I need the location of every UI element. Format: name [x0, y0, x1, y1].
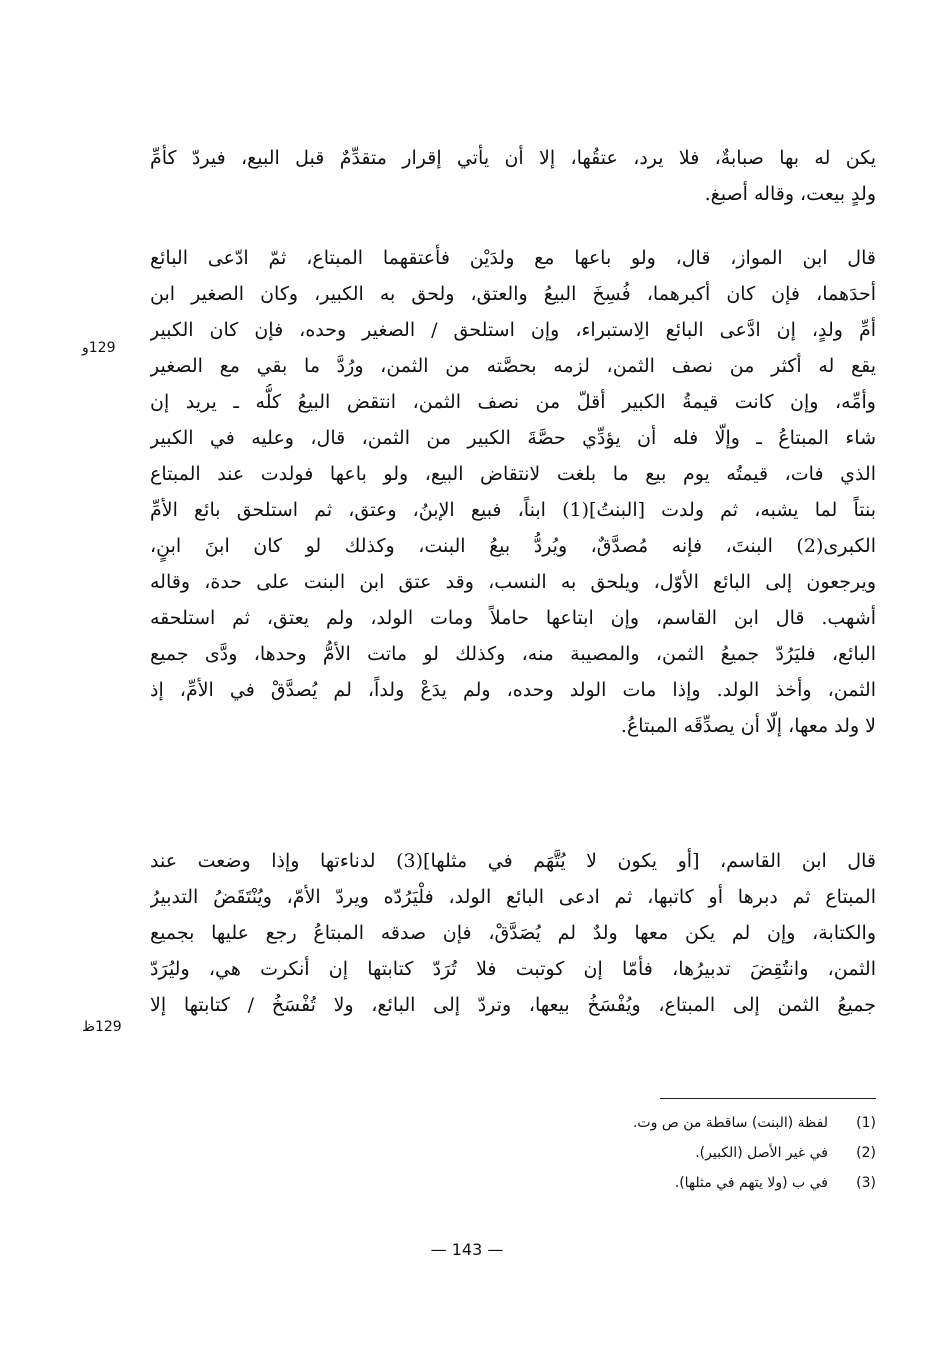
text-line: وأمِّه، وإن كانت قيمةُ الكبير أقلّ من نصف الثمن، انتقض البيعُ كلُّه ـ يريد إن	[150, 391, 876, 413]
text-line: البائع، فليَرُدّ جميعُ الثمن، والمصيبة منه، وكذلك لو ماتت الأمُّ وحدها، ودَّى جميع	[150, 643, 876, 665]
footnote-item	[420, 1108, 876, 1138]
text-line: والكتابة، وإن لم يكن معها ولدٌ لم يُصَدَّقْ، فإن صدقه المبتاعُ رجع عليها بجميع	[150, 922, 876, 944]
paragraph-1	[150, 140, 876, 212]
text-line: الثمن، وأخذ الولد. وإذا مات الولد وحده، ولم يدَعْ ولداً، لم يُصدَّقْ في الأمِّ، إذ	[150, 679, 876, 701]
paragraph-3	[150, 843, 876, 1023]
text-line: أمِّ ولدٍ، إن ادَّعى البائع الِاستبراء، وإن استلحق / الصغير وحده، فإن كان الكبير	[150, 319, 876, 341]
footnote-number: (2)	[856, 1145, 876, 1161]
text-line: يقع له أكثر من نصف الثمن، لزمه بحصَّته من الثمن، ورُدَّ ما بقي مع الصغير	[150, 355, 876, 377]
footnote-number: (3)	[856, 1175, 876, 1191]
text-line: ويرجعون إلى البائع الأوّل، ويلحق به النسب، وقد عتق ابن البنت على حدة، وقاله	[150, 571, 876, 593]
footnote-text: في غير الأصل (الكبير).	[695, 1145, 828, 1161]
paragraph-2	[150, 240, 876, 744]
folio-marker-verso: 129ظ	[82, 1019, 122, 1035]
text-line: شاء المبتاعُ ـ وإلّا فله أن يؤدِّي حصَّةَ الكبير من الثمن، قال، وعليه في الكبير	[150, 427, 876, 449]
text-line: قال ابن القاسم، [أو يكون لا يُتَّهَم في مثلها](3) لدناءتها وإذا وضعت عند	[150, 850, 876, 872]
text-line: جميعُ الثمن إلى المبتاع، ويُفْسَخُ بيعها، وتردّ إلى البائع، ولا تُفْسَخُ / كتابتها إلا	[150, 994, 876, 1016]
text-line: قال ابن المواز، قال، ولو باعها مع ولدَيْن فأعتقهما المبتاع، ثمّ ادّعى البائع	[150, 247, 876, 269]
text-line: الكبرى(2) البنتَ، فإنه مُصدَّقٌ، ويُردُّ بيعُ البنت، وكذلك لو كان ابنَ ابنٍ،	[150, 535, 876, 557]
footnote-text: لفظة (البنت) ساقطة من ص وت.	[632, 1115, 828, 1131]
text-line: بنتاً لما يشبه، ثم ولدت [البنتُ](1) ابناً، فبيع الإبنُ، وعتق، ثم استلحق بائع الأمِّ	[150, 499, 876, 521]
footnote-item	[420, 1168, 876, 1198]
folio-marker-recto: 129و	[82, 340, 116, 356]
page-number: — 143 —	[430, 1240, 504, 1259]
text-line: لا ولد معها، إلّا أن يصدِّقَه المبتاعُ.	[620, 715, 876, 737]
footnote-divider	[660, 1098, 876, 1099]
text-line: المبتاع ثم دبرها أو كاتبها، ثم ادعى البائع الولد، فلْيَرُدّه ويردّ الأمّ، ويُنْتَقَضُ التدبيرُ	[150, 886, 876, 908]
text-line: الذي فات، قيمتُه يوم بيع ما بلغت لانتقاض البيع، ولو باعها فولدت عند المبتاع	[150, 463, 876, 485]
footnote-number: (1)	[856, 1115, 876, 1131]
text-line: ولدٍ بيعت، وقاله أصبغ.	[704, 183, 876, 205]
text-line: أشهب. قال ابن القاسم، وإن ابتاعها حاملاً ومات الولد، ولم يعتق، ثم استلحقه	[150, 607, 876, 629]
text-line: يكن له بها صبابةٌ، فلا يرد، عتقُها، إلا أن يأتي إقرار متقدِّمٌ قبل البيع، فيردّ كأمِّ	[150, 147, 876, 169]
footnote-text: في ب (ولا يتهم في مثلها).	[674, 1175, 828, 1191]
footnote-item	[420, 1138, 876, 1168]
footnotes	[420, 1108, 876, 1198]
text-line: أحدَهما، فإن كان أكبرهما، فُسِخَ البيعُ والعتق، ولحق به الكبير، وكان الصغير ابن	[150, 283, 876, 305]
text-line: الثمن، وانتُقِضَ تدبيرُها، فأمّا إن كوتبت فلا تُرَدّ كتابتها إن أنكرت هي، وليُرَدّ	[150, 958, 876, 980]
